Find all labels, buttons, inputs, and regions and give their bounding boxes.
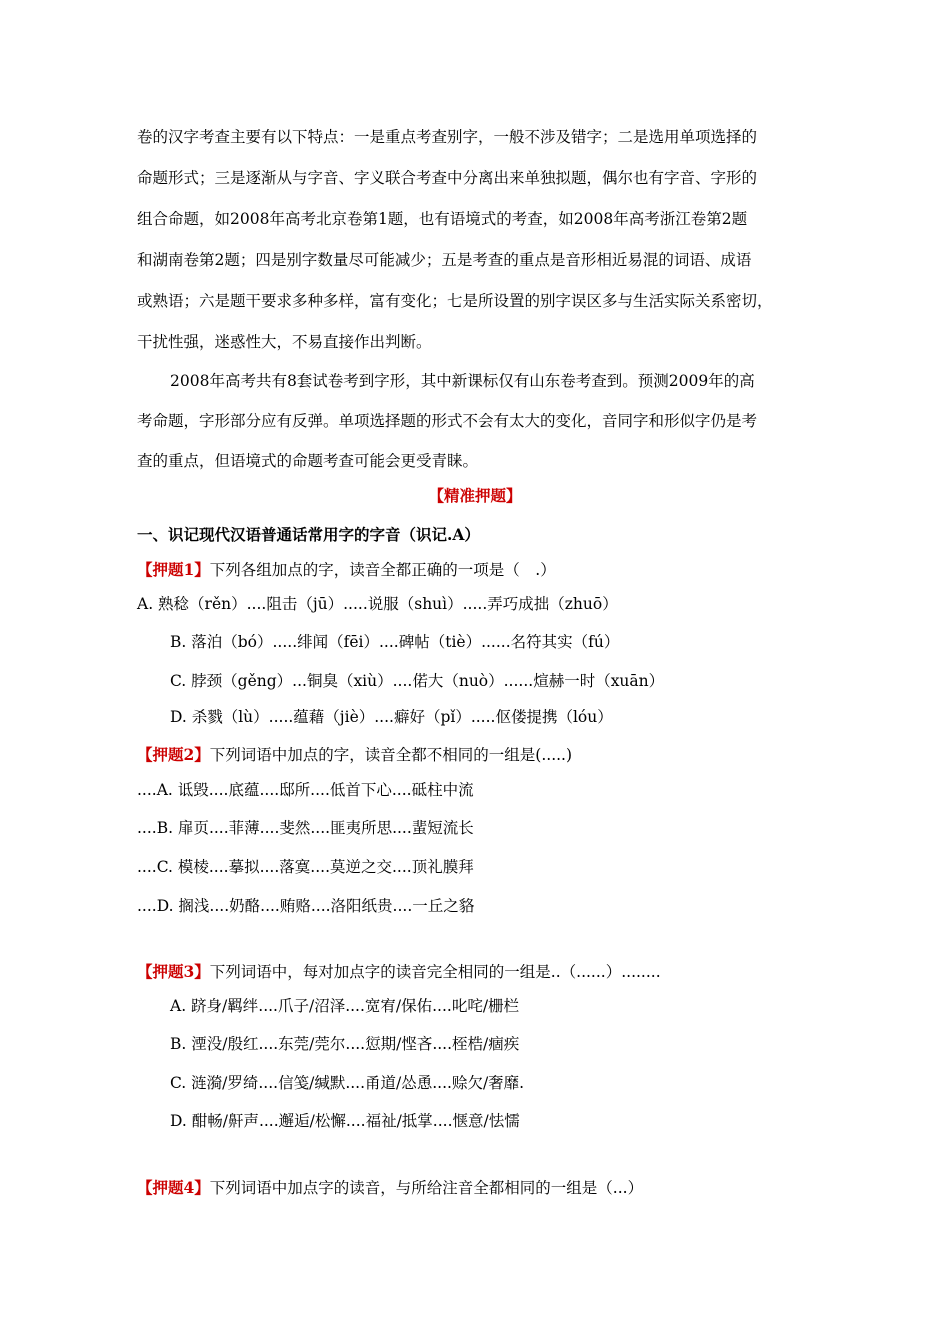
question-tag: 【押题3】	[137, 962, 210, 981]
section-heading: 一、识记现代汉语普通话常用字的字音（识记.A）	[137, 525, 480, 544]
q1-option-b: B. 落泊（bó）.....绯闻（fēi）....碑帖（tiè）......名符其实（fú）	[170, 633, 620, 651]
q3-option-b: B. 湮没/殷红....东莞/莞尔....愆期/悭吝....桎梏/痼疾	[170, 1035, 520, 1053]
para2-line-3: 查的重点，但语境式的命题考查可能会更受青睐。	[137, 452, 479, 470]
q2-option-c: ....C. 模棱....摹拟....落寞....莫逆之交....顶礼膜拜	[137, 858, 474, 876]
question-3-stem	[137, 962, 837, 982]
q2-option-a: ....A. 诋毁....底蕴....邸所....低首下心....砥柱中流	[137, 781, 474, 799]
para2-line-2: 考命题，字形部分应有反弹。单项选择题的形式不会有太大的变化，音同字和形似字仍是考	[137, 412, 758, 430]
question-tag: 【押题4】	[137, 1178, 210, 1197]
intro-line-3: 组合命题，如2008年高考北京卷第1题，也有语境式的考查，如2008年高考浙江卷第2题	[137, 210, 748, 228]
q3-option-c: C. 涟漪/罗绮....信笺/缄默....甬道/怂恿....赊欠/奢靡.	[170, 1074, 525, 1092]
intro-line-2: 命题形式；三是逐渐从与字音、字义联合考查中分离出来单独拟题，偶尔也有字音、字形的	[137, 169, 758, 187]
intro-line-6: 干扰性强，迷惑性大，不易直接作出判断。	[137, 333, 432, 351]
intro-line-5: 或熟语；六是题干要求多种多样，富有变化；七是所设置的别字误区多与生活实际关系密切，	[137, 292, 773, 310]
intro-line-1: 卷的汉字考查主要有以下特点：一是重点考查别字，一般不涉及错字；二是选用单项选择的	[137, 128, 758, 146]
q1-option-d: D. 杀戮（lù）.....蕴藉（jiè）....癖好（pǐ）.....伛偻提携（lóu）	[170, 708, 613, 726]
question-2-stem	[137, 745, 837, 765]
question-1-stem	[137, 560, 837, 580]
q2-option-d: ....D. 搁浅....奶酪....贿赂....洛阳纸贵....一丘之貉	[137, 897, 475, 915]
intro-line-4: 和湖南卷第2题；四是别字数量尽可能减少；五是考查的重点是音形相近易混的词语、成语	[137, 251, 752, 269]
question-text: 下列词语中加点的字，读音全都不相同的一组是(.....)	[209, 746, 573, 764]
question-4-stem	[137, 1178, 837, 1198]
q1-option-c: C. 脖颈（gěng）...铜臭（xiù）....偌大（nuò）......煊赫一时（xuān）	[170, 672, 665, 690]
question-text: 下列词语中加点字的读音，与所给注音全都相同的一组是（...）	[209, 1179, 644, 1197]
question-text: 下列各组加点的字，读音全都正确的一项是（ .）	[209, 561, 556, 579]
q1-option-a: A. 熟稔（rěn）....阻击（jū）.....说服（shuì）.....弄巧成拙（zhuō）	[137, 595, 618, 613]
q3-option-a: A. 跻身/羁绊....爪子/沼泽....宽宥/保佑....叱咤/栅栏	[170, 997, 520, 1015]
question-text: 下列词语中，每对加点字的读音完全相同的一组是..（......）........	[209, 963, 661, 981]
para2-line-1: 2008年高考共有8套试卷考到字形，其中新课标仅有山东卷考查到。预测2009年的高	[170, 372, 755, 390]
q3-option-d: D. 酣畅/鼾声....邂逅/松懈....福祉/抵掌....惬意/怯懦	[170, 1112, 520, 1130]
question-tag: 【押题1】	[137, 560, 210, 579]
question-tag: 【押题2】	[137, 745, 210, 764]
q2-option-b: ....B. 扉页....菲薄....斐然....匪夷所思....蜚短流长	[137, 819, 474, 837]
section-title: 【精准押题】	[428, 486, 522, 505]
